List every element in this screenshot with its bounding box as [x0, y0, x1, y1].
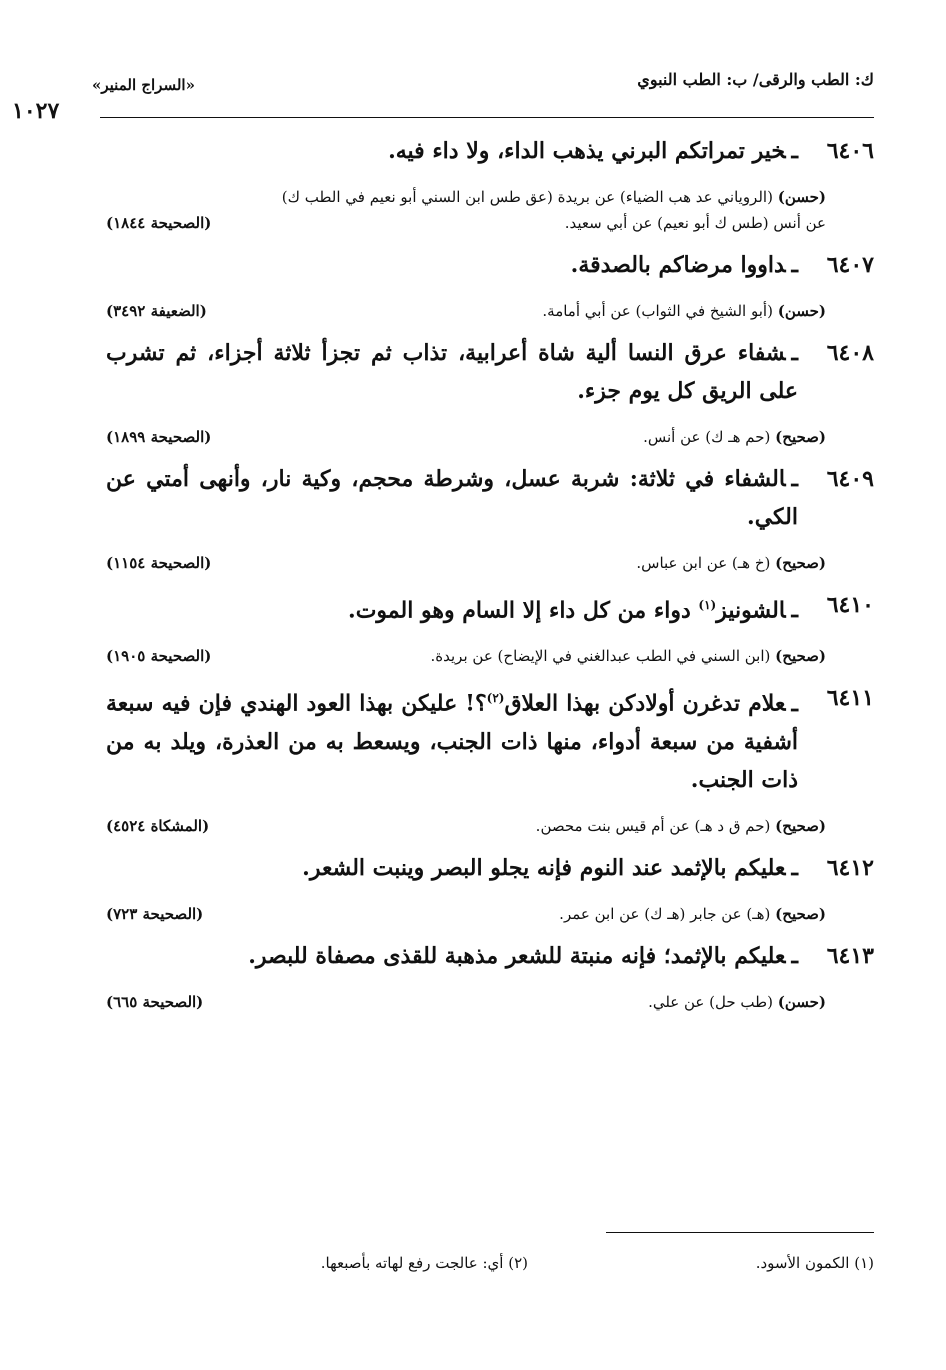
source: (هـ) عن جابر (هـ ك) عن ابن عمر.: [559, 904, 771, 923]
reference: (الصحيحة ٦٦٥): [106, 992, 204, 1011]
hadith-number: ٦٤١٠: [826, 592, 874, 618]
hadith-body: الشونيز: [716, 597, 786, 624]
hadith-number: ٦٤١١: [826, 685, 874, 712]
reference: (المشكاة ٤٥٢٤): [106, 816, 210, 835]
hadith-body: شفاء عرق النسا ألية شاة أعرابية، تذاب ثم تجزأ ثلاثة أجزاء، ثم تشرب على الريق كل يوم جزء.: [106, 340, 798, 404]
source-line: [106, 813, 874, 839]
hadith-entry: [106, 132, 874, 236]
hadith-list: [106, 132, 874, 1025]
reference: (الصحيحة ١١٥٤): [106, 554, 212, 572]
grade: (صحيح): [775, 904, 826, 923]
hadith-body: علام تدغرن أولادكن بهذا العلاق: [504, 690, 786, 717]
header-rule: [100, 117, 874, 118]
hadith-text: [106, 132, 874, 170]
hadith-body-continued: ؟! عليكن بهذا العود الهندي فإن فيه سبعة أشفية من سبعة أدواء، منها ذات الجنب، ويسعط به من العذرة، ويلد به من ذات الجنب.: [106, 690, 798, 793]
footnote-mark: (٢): [486, 691, 505, 706]
source: (طب حل) عن علي.: [648, 992, 773, 1011]
hadith-number: ٦٤٠٧: [826, 252, 874, 278]
source: (الروياني عد هب الضياء) عن بريدة (عق طس ابن السني أبو نعيم في الطب ك): [281, 188, 773, 206]
hadith-body: داووا مرضاكم بالصدقة.: [570, 252, 786, 278]
source: (خ هـ) عن ابن عباس.: [636, 554, 771, 572]
hadith-text: [106, 586, 874, 629]
hadith-dash: ـ: [791, 942, 798, 969]
hadith-dash: ـ: [791, 690, 798, 717]
page-number: ١٠٢٧: [12, 98, 60, 124]
hadith-text: [106, 460, 874, 536]
source-line: [106, 550, 874, 576]
hadith-entry: [106, 586, 874, 669]
hadith-body-continued: دواء من كل داء إلا السام وهو الموت.: [348, 597, 699, 624]
grade: (صحيح): [775, 428, 826, 446]
hadith-entry: [106, 937, 874, 1015]
hadith-entry: [106, 460, 874, 576]
grade: (حسن): [777, 992, 826, 1011]
hadith-dash: ـ: [791, 597, 798, 624]
hadith-entry: [106, 849, 874, 927]
source: (ابن السني في الطب عبدالغني في الإيضاح) عن بريدة.: [430, 647, 771, 666]
footnote-rule: [606, 1232, 874, 1233]
hadith-dash: ـ: [791, 138, 798, 164]
hadith-number: ٦٤١٣: [826, 942, 874, 969]
reference: (الصحيحة ٧٢٣): [106, 904, 204, 923]
source-line: [106, 643, 874, 669]
hadith-body: الشفاء في ثلاثة: شربة عسل، وشرطة محجم، وكية نار، وأنهى أمتي عن الكي.: [106, 466, 798, 530]
grade: (صحيح): [775, 554, 826, 572]
grade: (صحيح): [775, 816, 826, 835]
hadith-number: ٦٤١٢: [826, 854, 874, 881]
hadith-text: [106, 246, 874, 284]
footnote-mark: (١): [698, 598, 717, 612]
source-line: [106, 989, 874, 1015]
source: (حم ق د هـ) عن أم قيس بنت محصن.: [535, 816, 771, 835]
hadith-text: [106, 937, 874, 975]
hadith-entry: [106, 334, 874, 450]
hadith-number: ٦٤٠٦: [826, 138, 874, 164]
reference: (الصحيحة ١٩٠٥): [106, 647, 212, 666]
source: (حم هـ ك) عن أنس.: [643, 428, 771, 446]
source: (أبو الشيخ في الثواب) عن أبي أمامة.: [542, 302, 773, 320]
hadith-dash: ـ: [791, 252, 798, 278]
hadith-body: خير تمراتكم البرني يذهب الداء، ولا داء فيه.: [388, 138, 786, 164]
source-line: [106, 424, 874, 450]
grade: (حسن): [777, 188, 826, 206]
hadith-body: عليكم بالإثمد عند النوم فإنه يجلو البصر وينبت الشعر.: [302, 854, 786, 881]
grade: (صحيح): [775, 647, 826, 666]
hadith-dash: ـ: [791, 466, 798, 492]
source-line: [106, 901, 874, 927]
hadith-number: ٦٤٠٩: [826, 466, 874, 492]
reference: (الصحيحة ١٨٤٤): [106, 214, 212, 232]
reference: (الضعيفة ٣٤٩٢): [106, 302, 207, 320]
hadith-text: [106, 334, 874, 410]
hadith-text: [106, 679, 874, 798]
hadith-number: ٦٤٠٨: [826, 340, 874, 366]
hadith-entry: [106, 679, 874, 838]
footnote-1: (١) الكمون الأسود.: [755, 1254, 874, 1272]
source-line: [106, 184, 874, 236]
grade: (حسن): [777, 302, 826, 320]
source-continued: عن أنس (طس ك أبو نعيم) عن أبي سعيد.: [564, 214, 826, 232]
hadith-dash: ـ: [791, 854, 798, 881]
hadith-entry: [106, 246, 874, 324]
hadith-dash: ـ: [791, 340, 798, 366]
book-title: «السراج المنير»: [92, 76, 195, 94]
source-line: [106, 298, 874, 324]
reference: (الصحيحة ١٨٩٩): [106, 428, 212, 446]
footnote-2: (٢) أي: عالجت رفع لهاته بأصبعها.: [320, 1254, 528, 1272]
hadith-body: عليكم بالإثمد؛ فإنه منبتة للشعر مذهبة للقذى مصفاة للبصر.: [248, 942, 786, 969]
chapter-header: ك: الطب والرقى/ ب: الطب النبوي: [637, 70, 874, 89]
hadith-text: [106, 849, 874, 887]
